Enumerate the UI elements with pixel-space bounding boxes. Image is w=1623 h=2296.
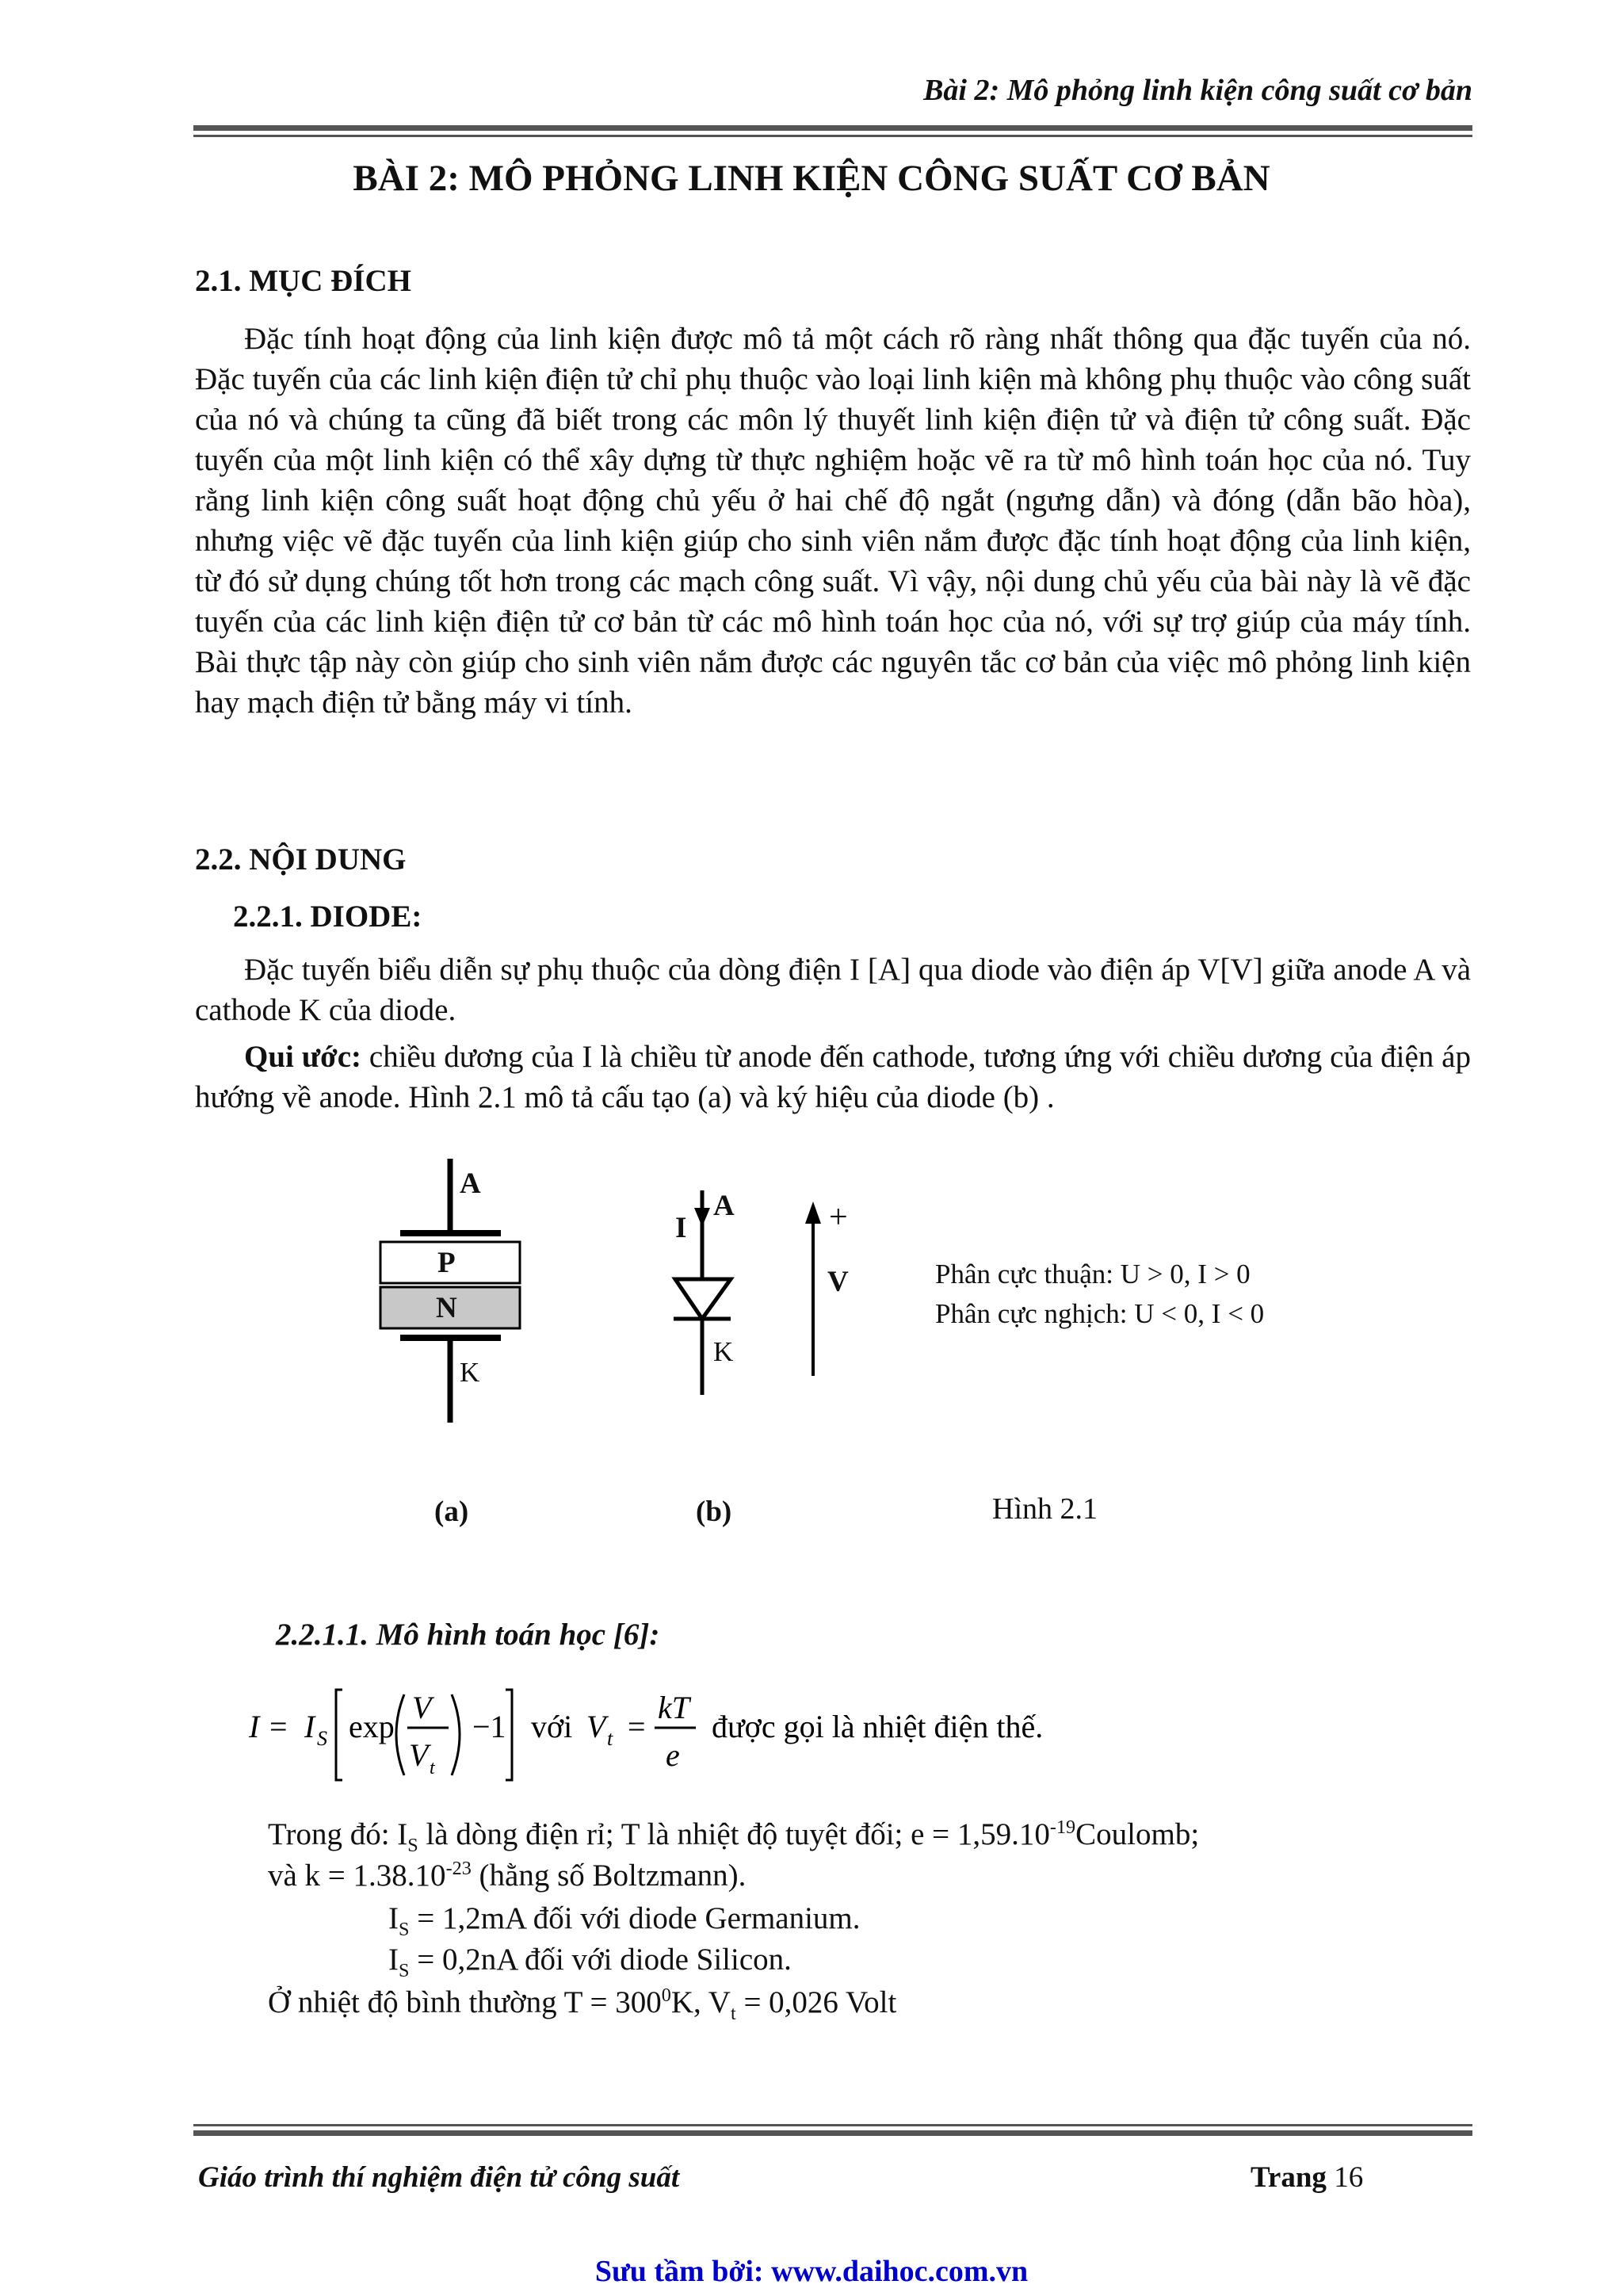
svg-text:t: t xyxy=(607,1727,613,1750)
temperature-line xyxy=(268,1985,896,2025)
svg-text:S: S xyxy=(317,1727,327,1750)
math-model-heading: 2.2.1.1. Mô hình toán học [6]: xyxy=(276,1618,660,1652)
forward-bias-text: Phân cực thuận: U > 0, I > 0 xyxy=(935,1259,1251,1289)
where-unit: Coulomb; xyxy=(1075,1817,1200,1851)
svg-text:t: t xyxy=(430,1758,435,1778)
section-1-text: Đặc tính hoạt động của linh kiện được mô tả một cách rõ ràng nhất thông qua đặc tuyến của nó. Đặc tuyến của các linh kiện điện tử chỉ phụ thuộc vào loại linh kiện mà không phụ thuộc vào công suất của nó và chúng ta cũng đã biết trong các môn lý thuyết linh kiện điện tử và điện tử công suất. Đặc tuyến của một linh kiện có thể xây dựng từ thực nghiệm hoặc vẽ ra từ mô hình toán học của nó. Tuy rằng linh kiện công suất hoạt động chủ yếu ở hai chế độ ngắt (ngưng dẫn) và đóng (dẫn bão hòa), nhưng việc vẽ đặc tuyến của linh kiện giúp cho sinh viên nắm được đặc tính hoạt động của linh kiện, từ đó sử dụng chúng tốt hơn trong các mạch công suất. Vì vậy, nội dung chủ yếu của bài này là vẽ đặc tuyến của các linh kiện điện tử cơ bản từ các mô hình toán học của nó, với sự trợ giúp của máy tính. Bài thực tập này còn giúp cho sinh viên nắm được các nguyên tắc cơ bản của việc mô phỏng linh kiện hay mạch điện tử bằng máy vi tính. xyxy=(195,322,1471,720)
where-sub-s: S xyxy=(407,1834,418,1856)
current-arrow-icon xyxy=(694,1208,710,1227)
page-label: Trang xyxy=(1251,2161,1327,2194)
section-heading-1: 2.1. MỤC ĐÍCH xyxy=(195,264,411,298)
arrow-up-icon xyxy=(805,1201,821,1224)
footer-rule-thin xyxy=(193,2124,1472,2126)
where-intro: Trong đó: I xyxy=(268,1817,408,1851)
footer-course: Giáo trình thí nghiệm điện tử công suất xyxy=(198,2161,680,2194)
ge-line: $I_S = 1,2mA$ đối với diode Germanium. xyxy=(388,1901,861,1940)
svg-text:kT: kT xyxy=(658,1690,689,1725)
fig-a-p: P xyxy=(437,1247,456,1279)
fig-b-anode: A xyxy=(713,1190,735,1222)
convention-text: chiều dương của I là chiều từ anode đến cathode, tương ứng với chiều dương của điện áp hướng về anode. Hình 2.1 mô tả cấu tạo (a) và ký hiệu của diode (b) . xyxy=(195,1040,1471,1114)
temp-value: = 0,026 Volt xyxy=(735,1985,897,2019)
source-label: Sưu tầm bởi: xyxy=(594,2255,764,2288)
diode-equation xyxy=(238,1672,1189,1791)
temp-unit: K, V xyxy=(670,1985,731,2019)
formula-tail: được gọi là nhiệt điện thế. xyxy=(712,1709,1044,1744)
svg-text:V: V xyxy=(412,1690,432,1725)
footer-rule xyxy=(193,2130,1472,2136)
formula-word: với xyxy=(531,1709,573,1744)
voltage-arrow xyxy=(805,1201,821,1376)
subsection-heading-diode: 2.2.1. DIODE: xyxy=(233,900,422,934)
where-line xyxy=(268,1817,1199,1857)
temp-text: Ở nhiệt độ bình thường T = 300 xyxy=(268,1985,662,2019)
k-text: và k = 1.38.10 xyxy=(268,1859,446,1893)
si-line: $I_S = 0,2nA$ đối với diode Silicon. xyxy=(388,1943,792,1981)
svg-text:=: = xyxy=(628,1709,646,1744)
svg-text:exp: exp xyxy=(349,1709,395,1744)
page-title: BÀI 2: MÔ PHỎNG LINH KIỆN CÔNG SUẤT CƠ BẢN xyxy=(353,158,1270,199)
voltage-plus: + xyxy=(829,1199,848,1236)
temp-sub: t xyxy=(730,2002,736,2024)
where-exp: -19 xyxy=(1049,1817,1076,1838)
convention-label: Qui ước: xyxy=(244,1040,362,1074)
page-number: 16 xyxy=(1334,2161,1364,2194)
fig-a-n: N xyxy=(436,1292,457,1324)
k-exp: -23 xyxy=(445,1858,472,1879)
section-heading-2: 2.2. NỘI DUNG xyxy=(195,842,407,877)
footer-page xyxy=(1251,2160,1363,2195)
k-line xyxy=(268,1858,746,1893)
svg-text:V: V xyxy=(409,1737,429,1773)
fig-b-label: (b) xyxy=(696,1496,732,1528)
source-credit xyxy=(0,2254,1623,2289)
fig-a-label: (a) xyxy=(434,1496,469,1528)
fig-b-current: I xyxy=(675,1212,687,1244)
fig-b-cathode: K xyxy=(713,1336,734,1367)
fig-a-anode: A xyxy=(460,1167,481,1200)
source-link[interactable]: www.daihoc.com.vn xyxy=(771,2255,1029,2288)
where-text: là dòng điện rỉ; T là nhiệt độ tuyệt đối; e = 1,59.10 xyxy=(418,1817,1050,1851)
svg-text:−1: −1 xyxy=(472,1709,506,1744)
voltage-symbol: V xyxy=(827,1266,849,1298)
svg-text:V: V xyxy=(586,1709,606,1744)
svg-text:I: I xyxy=(249,1709,260,1744)
ge-sub: S xyxy=(399,1918,410,1940)
k-note: (hằng số Boltzmann). xyxy=(471,1859,747,1893)
reverse-bias-text: Phân cực nghịch: U < 0, I < 0 xyxy=(935,1298,1265,1329)
diode-text: Đặc tuyến biểu diễn sự phụ thuộc của dòng điện I [A] qua diode vào điện áp V[V] giữa anode A và cathode K của diode. xyxy=(195,953,1471,1027)
temp-exp: 0 xyxy=(661,1985,671,2006)
si-sub: S xyxy=(399,1959,410,1981)
svg-text:I: I xyxy=(304,1709,315,1744)
figure-caption: Hình 2.1 xyxy=(992,1492,1098,1526)
fig-a-cathode: K xyxy=(460,1357,480,1388)
svg-text:e: e xyxy=(666,1737,680,1773)
ge-text: = 1,2mA đối với diode Germanium. xyxy=(409,1901,861,1935)
svg-text:=: = xyxy=(269,1709,288,1744)
si-text: = 0,2nA đối với diode Silicon. xyxy=(409,1943,792,1977)
running-header: Bài 2: Mô phỏng linh kiện công suất cơ bản xyxy=(923,74,1472,107)
